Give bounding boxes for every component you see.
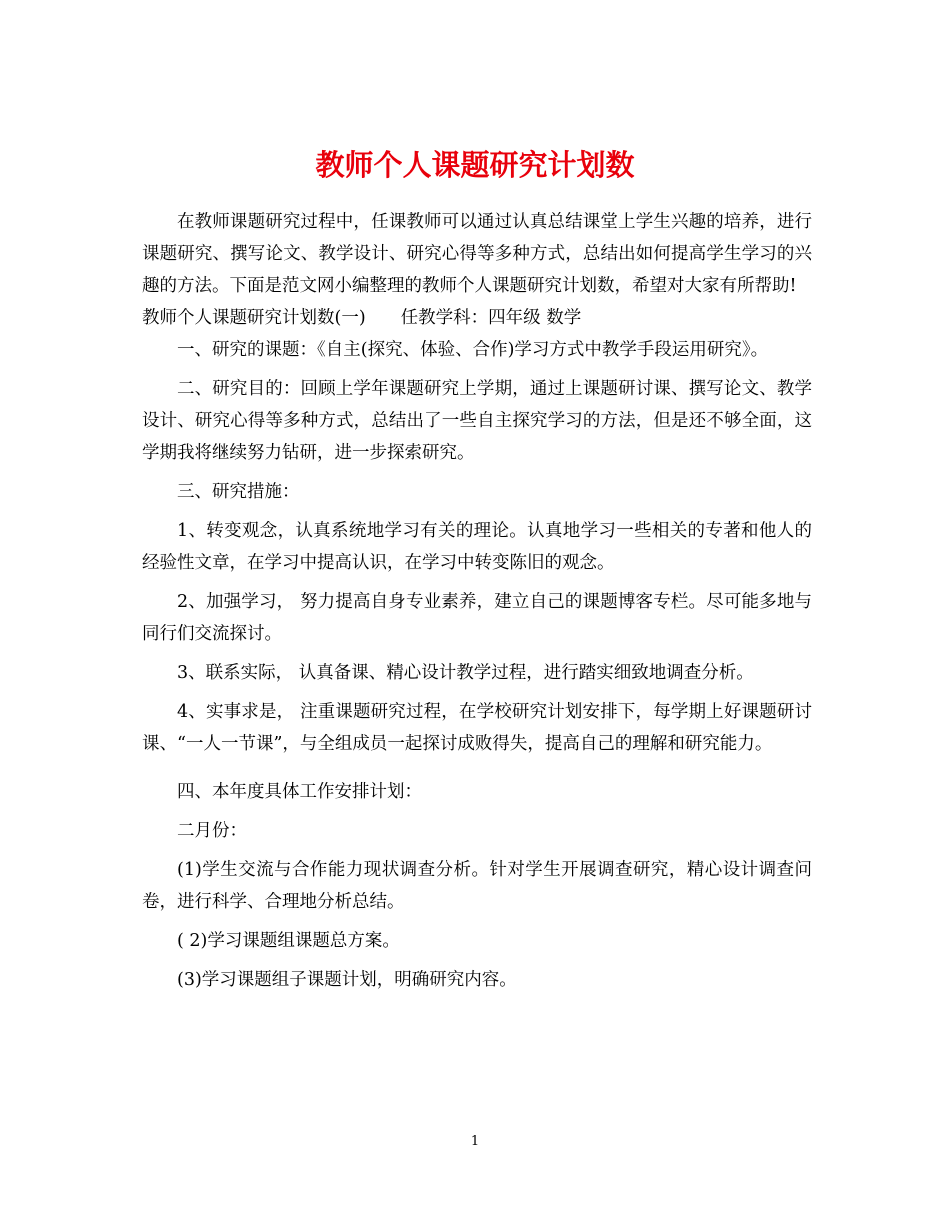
document-title: 教师个人课题研究计划数 xyxy=(315,148,635,183)
research-purpose-paragraph: 二、研究目的：回顾上学年课题研究上学期，通过上课题研讨课、撰写论文、教学设计、研究心得等多种方式，总结出了一些自主探究学习的方法，但是还不够全面，这学期我将继续努力钻研，进一步探索研究。 xyxy=(142,379,812,463)
research-topic-paragraph: 一、研究的课题：《自主(探究、体验、合作)学习方式中教学手段运用研究》。 xyxy=(177,340,769,360)
measure-item-4: 4、实事求是， 注重课题研究过程，在学校研究计划安排下，每学期上好课题研讨课、“一人一节课”，与全组成员一起探讨成败得失，提高自己的理解和研究能力。 xyxy=(142,702,812,754)
measure-item-1: 1、转变观念，认真系统地学习有关的理论。认真地学习一些相关的专著和他人的经验性文章，在学习中提高认识，在学习中转变陈旧的观念。 xyxy=(142,521,812,573)
work-plan-heading: 四、本年度具体工作安排计划： xyxy=(177,782,422,802)
measure-item-3: 3、联系实际， 认真备课、精心设计教学过程，进行踏实细致地调查分析。 xyxy=(177,663,754,683)
measure-item-2: 2、加强学习， 努力提高自身专业素养，建立自己的课题博客专栏。尽可能多地与同行们交流探讨。 xyxy=(142,592,812,644)
plan-heading: 教师个人课题研究计划数(一) 任教学科：四年级 数学 xyxy=(142,308,582,328)
document-body xyxy=(142,206,812,996)
february-heading: 二月份： xyxy=(177,821,247,841)
february-item-3: (3)学习课题组子课题计划，明确研究内容。 xyxy=(177,970,517,990)
page-number: 1 xyxy=(470,1134,480,1149)
february-item-2: ( 2)学习课题组课题总方案。 xyxy=(177,931,400,951)
research-measures-heading: 三、研究措施： xyxy=(177,482,300,502)
intro-paragraph: 在教师课题研究过程中，任课教师可以通过认真总结课堂上学生兴趣的培养，进行课题研究、撰写论文、教学设计、研究心得等多种方式，总结出如何提高学生学习的兴趣的方法。下面是范文网小编整理的教师个人课题研究计划数，希望对大家有所帮助! xyxy=(142,212,812,296)
february-item-1: (1)学生交流与合作能力现状调查分析。针对学生开展调查研究，精心设计调查问卷，进行科学、合理地分析总结。 xyxy=(142,860,812,912)
